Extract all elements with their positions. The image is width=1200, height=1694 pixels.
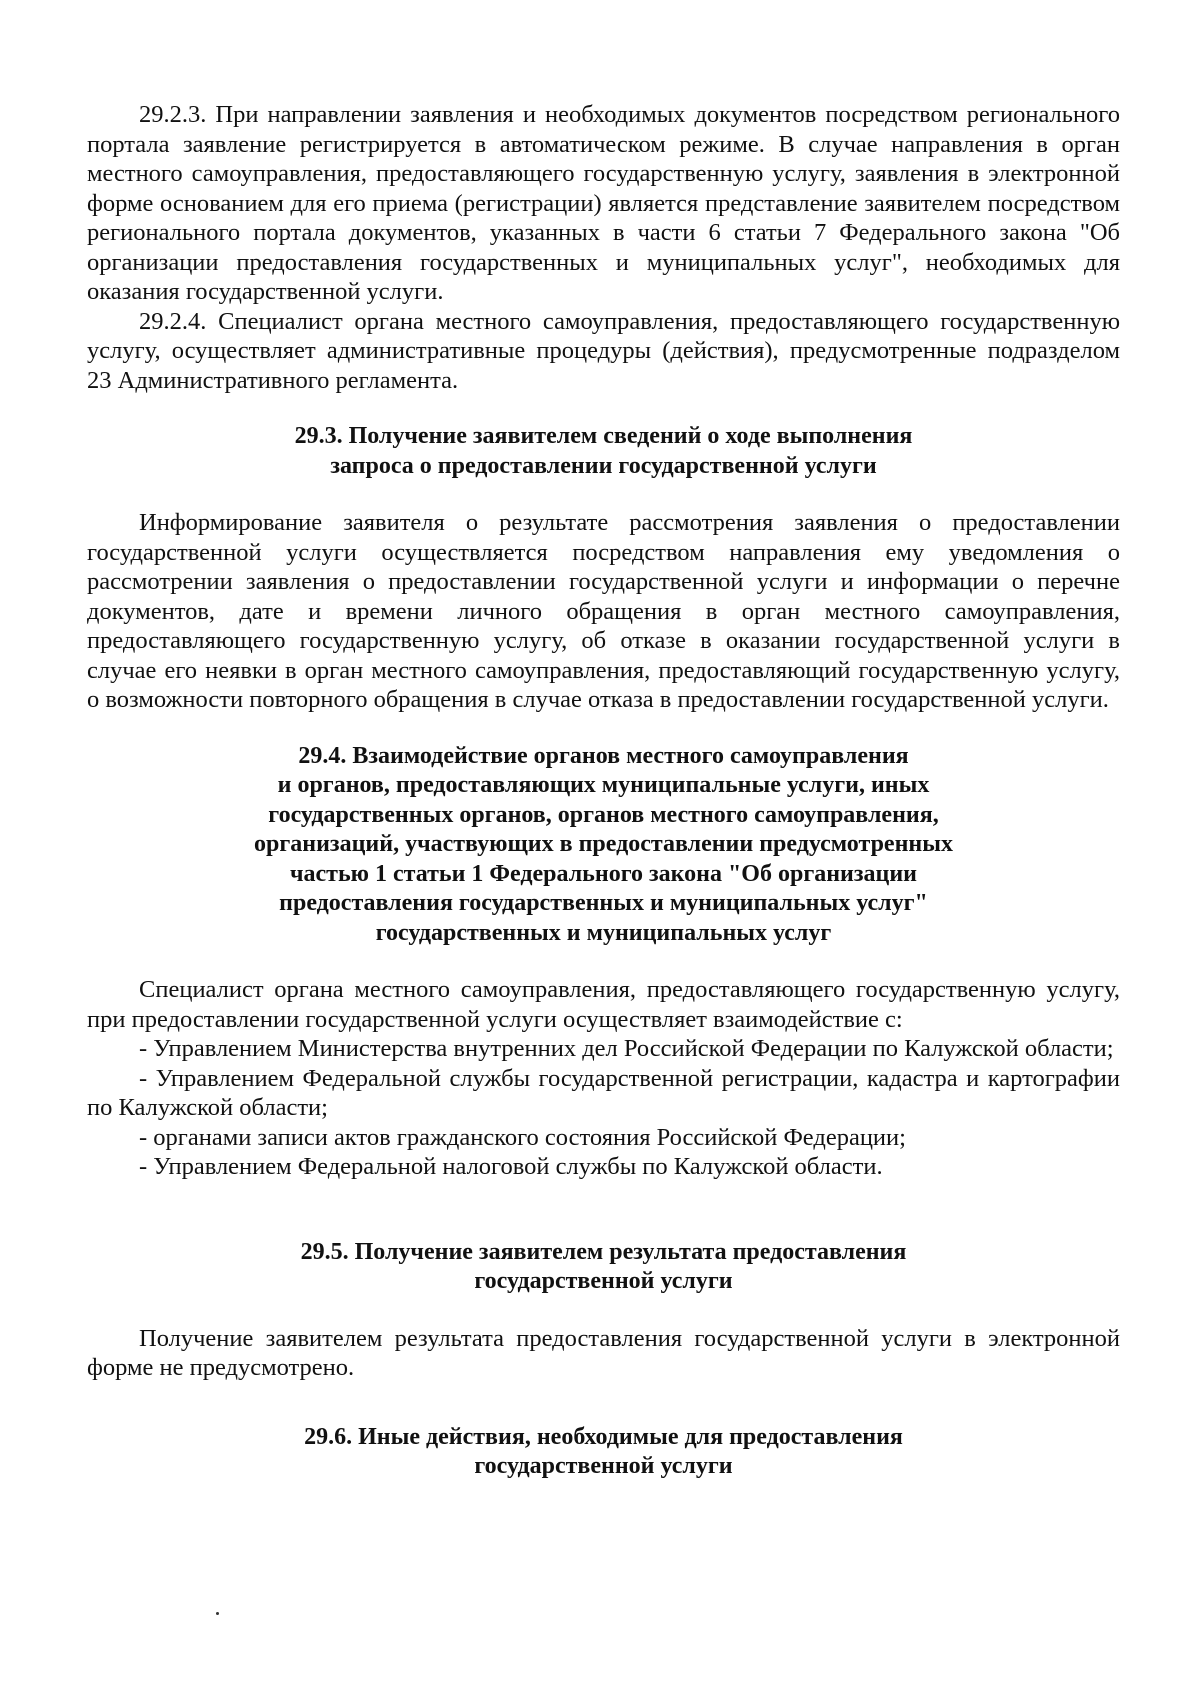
list-item: - Управлением Федеральной службы государственной регистрации, кадастра и картографии по Калужской области;: [87, 1064, 1120, 1121]
heading-line: предоставления государственных и муниципальных услуг": [279, 890, 928, 916]
list-item: - Управлением Федеральной налоговой службы по Калужской области.: [139, 1153, 883, 1180]
heading-line: организаций, участвующих в предоставлении предусмотренных: [254, 831, 953, 857]
document-page: [87, 100, 1120, 1482]
paragraph-29-2-4: 29.2.4. Специалист органа местного самоуправления, предоставляющего государственную услугу, осуществляет административные процедуры (действия), предусмотренные подразделом 23 Административного регламента.: [87, 307, 1120, 394]
heading-line: 29.3. Получение заявителем сведений о ходе выполнения: [294, 423, 913, 449]
scan-speck: [216, 1612, 219, 1615]
heading-line: государственной услуги: [474, 1453, 733, 1479]
paragraph-29-5-body: Получение заявителем результата предоставления государственной услуги в электронной форме не предусмотрено.: [87, 1324, 1120, 1381]
heading-line: частью 1 статьи 1 Федерального закона "Об организации: [289, 860, 918, 887]
heading-29-5: [87, 1238, 1120, 1297]
list-item: - органами записи актов гражданского состояния Российской Федерации;: [139, 1123, 906, 1151]
heading-line: государственной услуги: [474, 1268, 733, 1294]
heading-line: запроса о предоставлении государственной услуги: [330, 452, 877, 479]
heading-line: 29.4. Взаимодействие органов местного самоуправления: [298, 742, 909, 769]
heading-line: и органов, предоставляющих муниципальные услуги, иных: [277, 772, 930, 798]
heading-line: 29.5. Получение заявителем результата предоставления: [300, 1238, 907, 1265]
paragraph-29-2-3: 29.2.3. При направлении заявления и необходимых документов посредством регионального портала заявление регистрируется в автоматическом режиме. В случае направления в орган местного самоуправления, предоставляющего государственную услугу, заявления в электронной форме основанием для его приема (регистрации) является представление заявителем посредством регионального портала документов, указанных в части 6 статьи 7 Федерального закона "Об организации предоставления государственных и муниципальных услуг", необходимых для оказания государственной услуги.: [87, 101, 1120, 305]
list-item: - Управлением Министерства внутренних дел Российской Федерации по Калужской области;: [139, 1035, 1114, 1062]
heading-line: 29.6. Иные действия, необходимые для предоставления: [304, 1423, 903, 1450]
paragraph-29-4-body: Специалист органа местного самоуправления, предоставляющего государственную услугу, при предоставлении государственной услуги осуществляет взаимодействие с:: [87, 976, 1120, 1033]
heading-line: государственных и муниципальных услуг: [375, 919, 832, 946]
heading-29-6: [87, 1423, 1120, 1482]
heading-29-3: [87, 422, 1120, 481]
paragraph-29-3-body: Информирование заявителя о результате рассмотрения заявления о предоставлении государственной услуги осуществляется посредством направления ему уведомления о рассмотрении заявления о предоставлении государственной услуги и информации о перечне документов, дате и времени личного обращения в орган местного самоуправления, предоставляющего государственную услугу, об отказе в оказании государственной услуги в случае его неявки в орган местного самоуправления, предоставляющий государственную услугу, о возможности повторного обращения в случае отказа в предоставлении государственной услуги.: [87, 509, 1120, 713]
heading-line: государственных органов, органов местного самоуправления,: [268, 801, 939, 828]
heading-29-4: [87, 742, 1120, 949]
